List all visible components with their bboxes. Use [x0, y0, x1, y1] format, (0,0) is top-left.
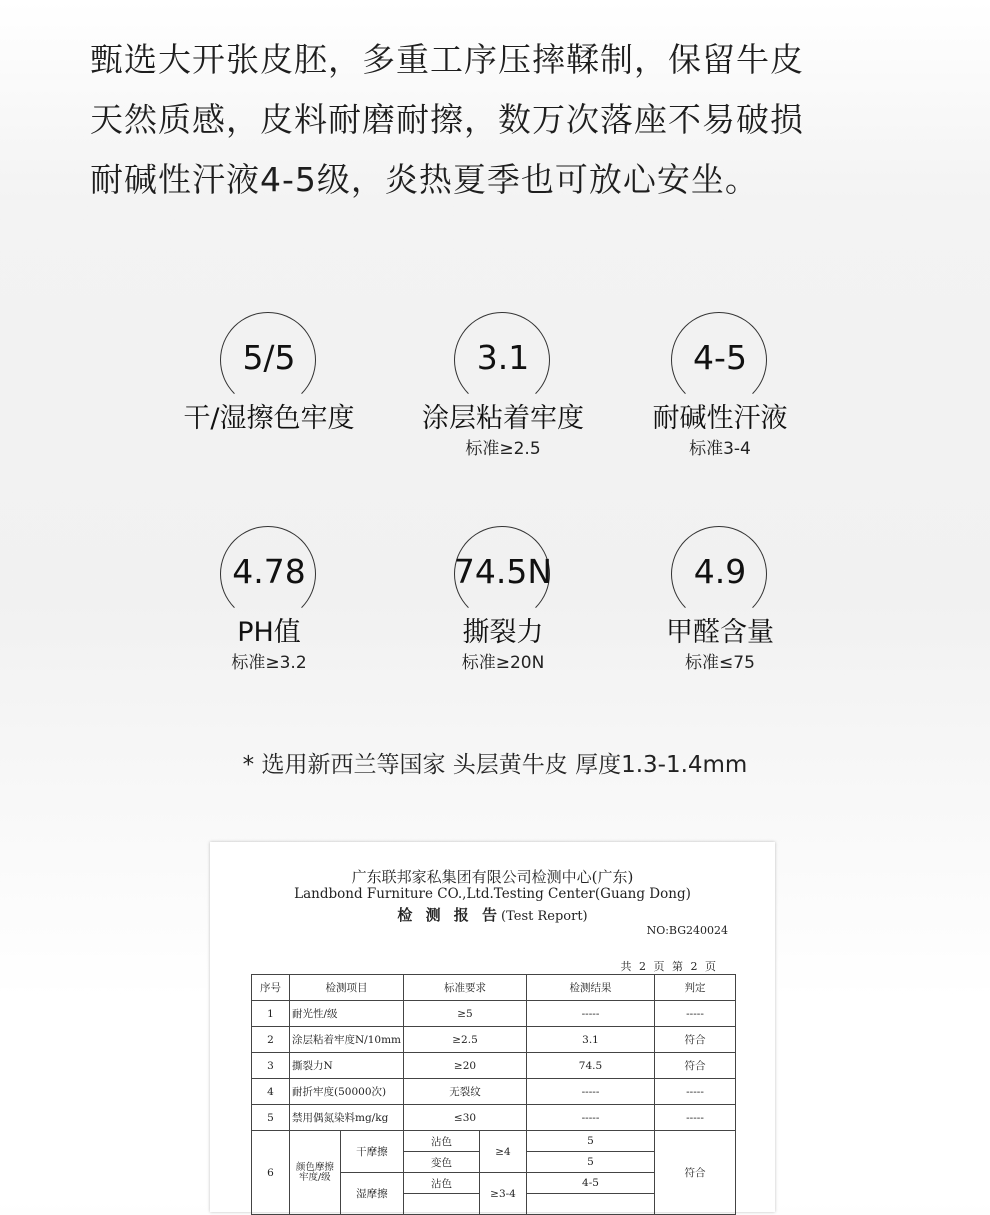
table-cell: 3.1: [527, 1027, 655, 1053]
table-row: [252, 1079, 736, 1105]
table-cell: ≥20: [404, 1053, 527, 1079]
table-header: 序号: [252, 975, 290, 1001]
report-heading: [210, 904, 775, 925]
table-cell: 3: [252, 1053, 290, 1079]
metric-value: 5/5: [242, 338, 296, 377]
metric-name: 撕裂力: [462, 617, 544, 648]
table-cell: 颜色摩擦牢度/级: [290, 1131, 341, 1215]
table-cell: ≥3-4: [480, 1173, 527, 1215]
table-cell: 5: [527, 1152, 655, 1173]
table-cell: ≥2.5: [404, 1027, 527, 1053]
table-row: [252, 1001, 736, 1027]
table-cell: 撕裂力N: [290, 1053, 404, 1079]
report-number: NO:BG240024: [646, 924, 728, 937]
table-cell: -----: [655, 1079, 736, 1105]
table-cell: 沾色: [404, 1131, 480, 1152]
metric-value: 74.5N: [453, 552, 553, 591]
table-row: [252, 1131, 736, 1152]
table-cell: -----: [527, 1105, 655, 1131]
intro-line: 耐碱性汗液4-5级，炎热夏季也可放心安坐。: [90, 160, 759, 199]
report-title-en: Landbond Furniture CO.,Ltd.Testing Center(Guang Dong): [294, 886, 691, 902]
report-table: [251, 974, 736, 1215]
metric-value: 3.1: [476, 338, 530, 377]
report-title-cn: 广东联邦家私集团有限公司检测中心(广东): [351, 868, 634, 886]
table-cell: -----: [655, 1105, 736, 1131]
table-cell: 耐光性/级: [290, 1001, 404, 1027]
intro-line: 天然质感，皮料耐磨耐擦，数万次落座不易破损: [90, 100, 804, 139]
table-cell: ≥5: [404, 1001, 527, 1027]
metric-standard: 标准≥2.5: [465, 439, 541, 459]
table-cell: 4-5: [527, 1173, 655, 1194]
table-header: 判定: [655, 975, 736, 1001]
table-cell: 74.5: [527, 1053, 655, 1079]
metric-name: 耐碱性汗液: [652, 403, 788, 434]
table-row: [252, 1027, 736, 1053]
report-page: 共 2 页 第 2 页: [620, 960, 718, 973]
table-header-row: [252, 975, 736, 1001]
table-header: 检测结果: [527, 975, 655, 1001]
table-cell: 变色: [404, 1152, 480, 1173]
table-cell: [527, 1194, 655, 1215]
test-report-document: [210, 842, 775, 1212]
table-cell: 2: [252, 1027, 290, 1053]
metric-value: 4.9: [693, 552, 747, 591]
table-header: 检测项目: [290, 975, 404, 1001]
table-cell: -----: [527, 1079, 655, 1105]
metric-name: 涂层粘着牢度: [422, 403, 584, 434]
leather-note: * 选用新西兰等国家 头层黄牛皮 厚度1.3-1.4mm: [242, 752, 748, 778]
table-cell: 符合: [655, 1027, 736, 1053]
table-row: [252, 1105, 736, 1131]
table-cell: ≤30: [404, 1105, 527, 1131]
table-cell: 沾色: [404, 1173, 480, 1194]
metric-standard: 标准≥3.2: [231, 653, 307, 673]
report-heading-cn: 检 测 报 告: [397, 906, 502, 924]
table-cell: -----: [527, 1001, 655, 1027]
table-cell: 符合: [655, 1131, 736, 1215]
table-row: [252, 1053, 736, 1079]
metric-value: 4.78: [232, 552, 306, 591]
metric-value: 4-5: [693, 338, 747, 377]
table-cell: 5: [527, 1131, 655, 1152]
table-cell: -----: [655, 1001, 736, 1027]
report-heading-en: (Test Report): [501, 909, 588, 924]
table-header: 标准要求: [404, 975, 527, 1001]
intro-line: 甄选大开张皮胚，多重工序压摔鞣制，保留牛皮: [90, 40, 804, 79]
table-cell: 耐折牢度(50000次): [290, 1079, 404, 1105]
table-cell: 6: [252, 1131, 290, 1215]
metric-name: 干/湿擦色牢度: [183, 403, 355, 434]
table-cell: 符合: [655, 1053, 736, 1079]
table-cell: 涂层粘着牢度N/10mm: [290, 1027, 404, 1053]
table-cell: 4: [252, 1079, 290, 1105]
metric-name: 甲醛含量: [666, 617, 774, 648]
table-cell: 无裂纹: [404, 1079, 527, 1105]
metric-standard: 标准≤75: [685, 653, 755, 673]
metric-name: PH值: [237, 617, 301, 648]
table-cell: 禁用偶氮染料mg/kg: [290, 1105, 404, 1131]
table-cell: 5: [252, 1105, 290, 1131]
table-cell: 1: [252, 1001, 290, 1027]
intro-paragraph: [90, 30, 930, 210]
metric-standard: 标准3-4: [689, 439, 751, 459]
metric-standard: 标准≥20N: [461, 653, 545, 673]
table-cell: 湿摩擦: [340, 1173, 403, 1215]
table-cell: ≥4: [480, 1131, 527, 1173]
table-cell: [404, 1194, 480, 1215]
table-cell: 干摩擦: [340, 1131, 403, 1173]
